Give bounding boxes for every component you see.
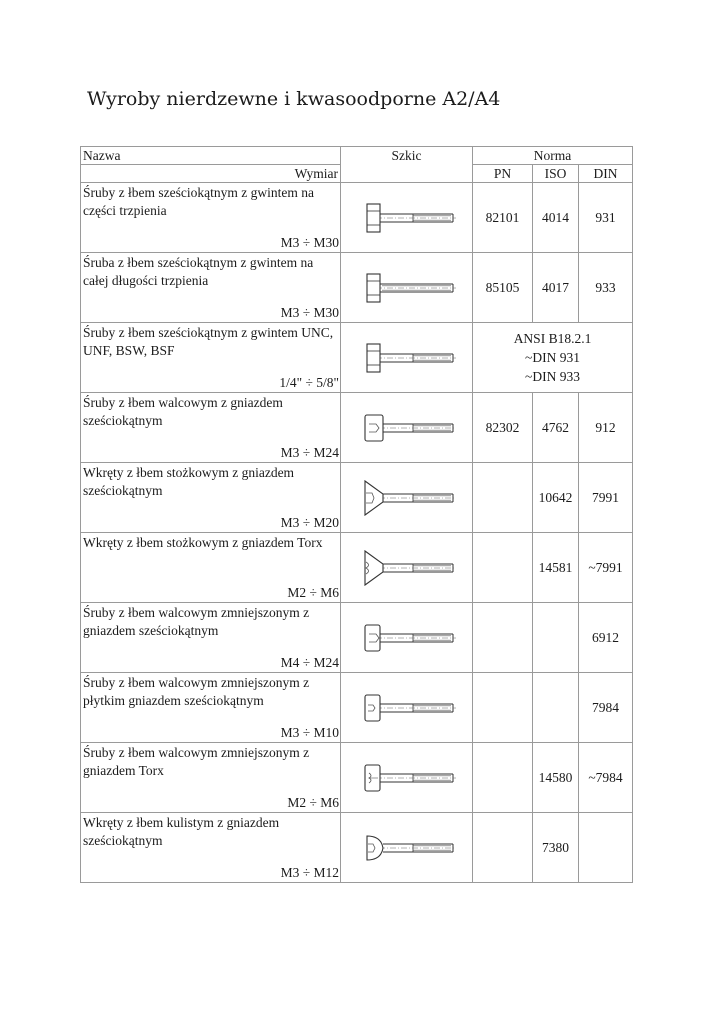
- hex-bolt-imperial-icon: [341, 328, 472, 388]
- product-name-cell: [81, 603, 341, 673]
- dimension-range: M3 ÷ M30: [280, 235, 339, 250]
- sketch-cell: [341, 253, 473, 323]
- din-value: 7984: [579, 673, 633, 743]
- iso-value: 10642: [533, 463, 579, 533]
- product-name-cell: [81, 673, 341, 743]
- product-description: Śruby z łbem walcowym zmniejszonym z gniazdem Torx: [83, 745, 310, 778]
- sketch-cell: [341, 603, 473, 673]
- table-row: [81, 183, 633, 253]
- product-name-cell: [81, 183, 341, 253]
- header-wymiar: Wymiar: [81, 165, 341, 183]
- iso-value: 7380: [533, 813, 579, 883]
- sketch-cell: [341, 533, 473, 603]
- pn-value: [473, 813, 533, 883]
- product-description: Wkręty z łbem kulistym z gniazdem sześciokątnym: [83, 815, 280, 848]
- hex-bolt-partial-thread-icon: [341, 188, 472, 248]
- dimension-range: M2 ÷ M6: [287, 585, 339, 600]
- product-description: Śruby z łbem walcowym z gniazdem sześciokątnym: [83, 395, 283, 428]
- table-row: [81, 463, 633, 533]
- header-norma: Norma: [473, 147, 633, 165]
- countersunk-hex-socket-screw-icon: [341, 468, 472, 528]
- product-description: Wkręty z łbem stożkowym z gniazdem sześciokątnym: [83, 465, 295, 498]
- product-description: Śruby z łbem sześciokątnym z gwintem UNC, UNF, BSW, BSF: [83, 325, 334, 358]
- header-szkic: Szkic: [341, 147, 473, 183]
- product-name-cell: [81, 743, 341, 813]
- pn-value: [473, 463, 533, 533]
- page-title: Wyroby nierdzewne i kwasoodporne A2/A4: [87, 88, 501, 110]
- norma-line: ANSI B18.2.1: [513, 331, 592, 346]
- product-name-cell: [81, 463, 341, 533]
- dimension-range: M3 ÷ M30: [280, 305, 339, 320]
- sketch-cell: [341, 323, 473, 393]
- din-value: 912: [579, 393, 633, 463]
- header-din: DIN: [579, 165, 633, 183]
- socket-cap-screw-icon: [341, 398, 472, 458]
- iso-value: 4014: [533, 183, 579, 253]
- table-row: [81, 393, 633, 463]
- din-value: ~7991: [579, 533, 633, 603]
- iso-value: 14580: [533, 743, 579, 813]
- low-head-torx-screw-icon: [341, 748, 472, 808]
- product-description: Śruby z łbem walcowym zmniejszonym z płytkim gniazdem sześciokątnym: [83, 675, 310, 708]
- dimension-range: M3 ÷ M12: [280, 865, 339, 880]
- product-name-cell: [81, 253, 341, 323]
- product-name-cell: [81, 393, 341, 463]
- countersunk-torx-screw-icon: [341, 538, 472, 598]
- pn-value: [473, 603, 533, 673]
- norma-line: ~DIN 933: [525, 369, 580, 384]
- table-row: [81, 533, 633, 603]
- iso-value: 14581: [533, 533, 579, 603]
- norma-line: ~DIN 931: [525, 350, 580, 365]
- sketch-cell: [341, 743, 473, 813]
- dimension-range: M3 ÷ M10: [280, 725, 339, 740]
- din-value: ~7984: [579, 743, 633, 813]
- din-value: [579, 813, 633, 883]
- iso-value: [533, 603, 579, 673]
- low-head-socket-screw-icon: [341, 608, 472, 668]
- button-head-socket-screw-icon: [341, 818, 472, 878]
- iso-value: 4017: [533, 253, 579, 323]
- iso-value: [533, 673, 579, 743]
- table-row: [81, 323, 633, 393]
- product-name-cell: [81, 323, 341, 393]
- dimension-range: 1/4" ÷ 5/8": [279, 375, 339, 390]
- norma-combined-cell: [473, 323, 633, 393]
- table-row: [81, 743, 633, 813]
- pn-value: 82302: [473, 393, 533, 463]
- table-header-row: [81, 147, 633, 165]
- sketch-cell: [341, 673, 473, 743]
- table-row: [81, 603, 633, 673]
- header-nazwa: Nazwa: [81, 147, 341, 165]
- iso-value: 4762: [533, 393, 579, 463]
- pn-value: 82101: [473, 183, 533, 253]
- header-pn: PN: [473, 165, 533, 183]
- sketch-cell: [341, 393, 473, 463]
- dimension-range: M2 ÷ M6: [287, 795, 339, 810]
- pn-value: 85105: [473, 253, 533, 323]
- din-value: 7991: [579, 463, 633, 533]
- product-description: Śruba z łbem sześciokątnym z gwintem na całej długości trzpienia: [83, 255, 314, 288]
- norms-table: [80, 146, 633, 883]
- header-iso: ISO: [533, 165, 579, 183]
- dimension-range: M4 ÷ M24: [280, 655, 339, 670]
- product-name-cell: [81, 813, 341, 883]
- pn-value: [473, 673, 533, 743]
- pn-value: [473, 743, 533, 813]
- low-head-shallow-socket-screw-icon: [341, 678, 472, 738]
- product-description: Wkręty z łbem stożkowym z gniazdem Torx: [83, 535, 323, 550]
- sketch-cell: [341, 813, 473, 883]
- din-value: 931: [579, 183, 633, 253]
- sketch-cell: [341, 183, 473, 253]
- product-description: Śruby z łbem walcowym zmniejszonym z gniazdem sześciokątnym: [83, 605, 310, 638]
- table-row: [81, 253, 633, 323]
- dimension-range: M3 ÷ M20: [280, 515, 339, 530]
- din-value: 933: [579, 253, 633, 323]
- pn-value: [473, 533, 533, 603]
- sketch-cell: [341, 463, 473, 533]
- table-row: [81, 673, 633, 743]
- product-name-cell: [81, 533, 341, 603]
- table-row: [81, 813, 633, 883]
- product-description: Śruby z łbem sześciokątnym z gwintem na części trzpienia: [83, 185, 314, 218]
- dimension-range: M3 ÷ M24: [280, 445, 339, 460]
- hex-bolt-full-thread-icon: [341, 258, 472, 318]
- din-value: 6912: [579, 603, 633, 673]
